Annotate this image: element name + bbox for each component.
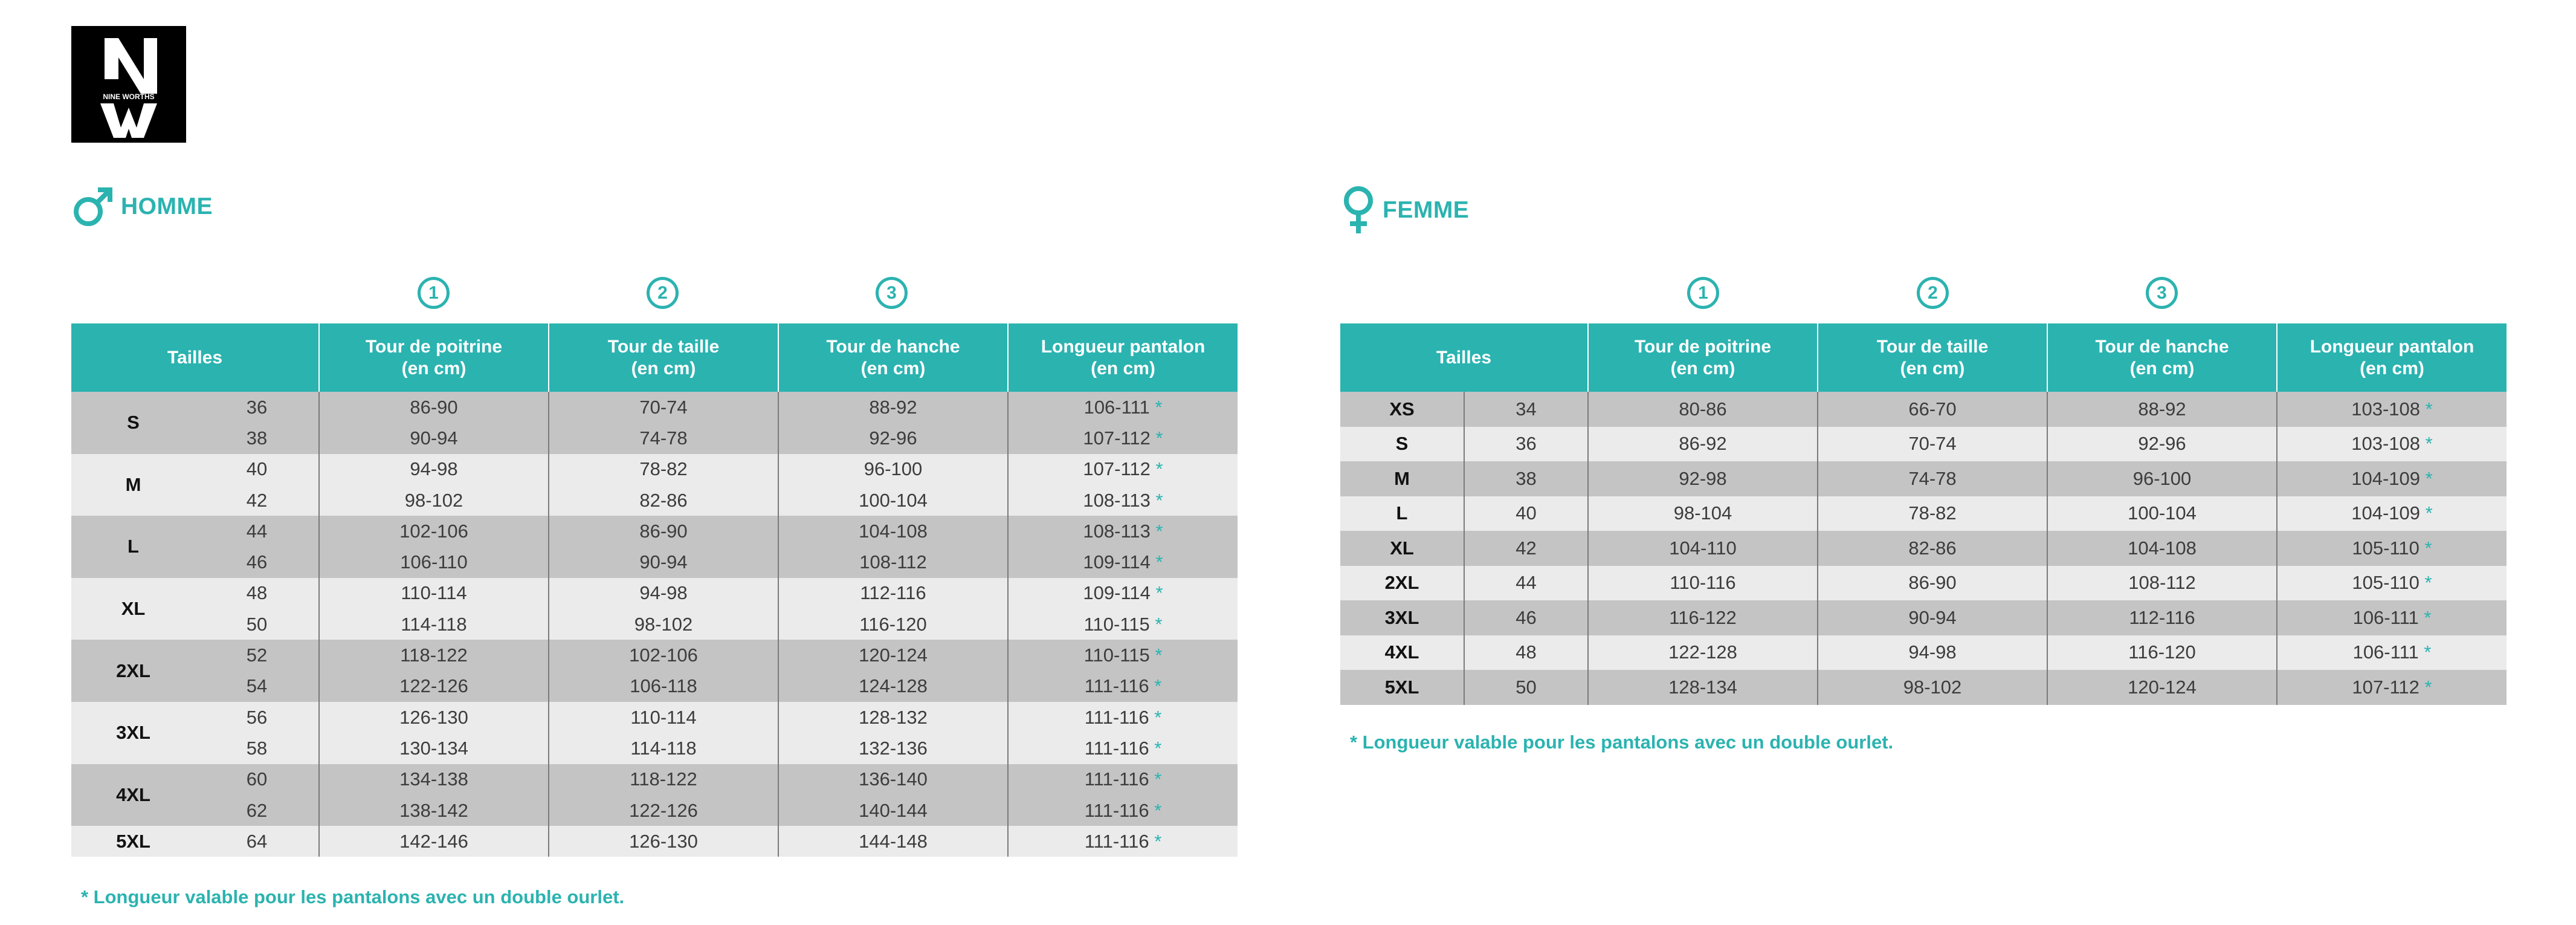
pant-length-cell <box>2277 461 2507 496</box>
pant-length-cell <box>2277 600 2507 635</box>
table-header-row <box>1340 323 2507 392</box>
femme-heading <box>1340 185 1469 236</box>
eu-size-cell: 54 <box>195 671 319 702</box>
eu-size-cell: 36 <box>1464 427 1588 462</box>
eu-size-cell: 46 <box>195 547 319 577</box>
asterisk-mark: * <box>1154 799 1162 821</box>
pant-length-cell <box>2277 635 2507 670</box>
pant-length-value: 107-112 <box>1083 458 1151 480</box>
table-row <box>71 547 1238 577</box>
eu-size-cell: 52 <box>195 640 319 670</box>
pant-length-value: 111-116 <box>1084 737 1149 759</box>
size-label: 4XL <box>71 764 195 826</box>
hip-cell: 104-108 <box>778 516 1008 547</box>
pant-length-cell <box>1008 795 1238 826</box>
column-number-1: 1 <box>418 277 450 309</box>
waist-cell: 110-114 <box>549 702 778 733</box>
asterisk-mark: * <box>1154 737 1162 759</box>
chest-cell: 86-90 <box>319 392 549 423</box>
header-chest: Tour de poitrine (en cm) <box>1588 323 1818 392</box>
pant-length-value: 104-109 <box>2351 467 2421 489</box>
waist-cell: 94-98 <box>1818 635 2047 670</box>
asterisk-mark: * <box>1154 675 1162 697</box>
table-row <box>71 733 1238 764</box>
hip-cell: 120-124 <box>2047 670 2277 705</box>
size-label: 3XL <box>1340 600 1464 635</box>
pant-length-value: 107-112 <box>2352 676 2419 698</box>
nw-logo-icon <box>71 26 186 143</box>
femme-footnote: * Longueur valable pour les pantalons avec un double ourlet. <box>1350 732 1894 753</box>
pant-length-cell <box>1008 826 1238 857</box>
size-label: 5XL <box>71 826 195 857</box>
hip-cell: 120-124 <box>778 640 1008 670</box>
hip-cell: 100-104 <box>2047 496 2277 531</box>
pant-length-value: 108-113 <box>1083 520 1151 542</box>
asterisk-mark: * <box>1155 613 1163 635</box>
table-row <box>1340 461 2507 496</box>
table-row <box>1340 531 2507 566</box>
pant-length-cell <box>1008 454 1238 485</box>
chest-cell: 128-134 <box>1588 670 1818 705</box>
hip-cell: 108-112 <box>2047 566 2277 601</box>
pant-length-value: 104-109 <box>2351 502 2421 524</box>
eu-size-cell: 46 <box>1464 600 1588 635</box>
logo-text: NINE WORTHS <box>103 92 155 101</box>
waist-cell: 98-102 <box>1818 670 2047 705</box>
chest-cell: 106-110 <box>319 547 549 577</box>
pant-length-value: 109-114 <box>1083 582 1151 604</box>
asterisk-mark: * <box>1154 768 1162 790</box>
chest-cell: 118-122 <box>319 640 549 670</box>
table-row <box>71 578 1238 609</box>
asterisk-mark: * <box>1154 706 1162 728</box>
chest-cell: 104-110 <box>1588 531 1818 566</box>
pant-length-cell <box>1008 733 1238 764</box>
waist-cell: 122-126 <box>549 795 778 826</box>
eu-size-cell: 40 <box>195 454 319 485</box>
chest-cell: 114-118 <box>319 609 549 640</box>
waist-cell: 90-94 <box>549 547 778 577</box>
chest-cell: 98-104 <box>1588 496 1818 531</box>
pant-length-value: 105-110 <box>2352 572 2419 594</box>
hip-cell: 144-148 <box>778 826 1008 857</box>
eu-size-cell: 48 <box>195 578 319 609</box>
chest-cell: 122-128 <box>1588 635 1818 670</box>
hip-cell: 96-100 <box>778 454 1008 485</box>
asterisk-mark: * <box>2425 467 2433 489</box>
chest-cell: 94-98 <box>319 454 549 485</box>
chest-cell: 122-126 <box>319 671 549 702</box>
hip-cell: 112-116 <box>2047 600 2277 635</box>
pant-length-cell <box>2277 566 2507 601</box>
chest-cell: 130-134 <box>319 733 549 764</box>
header-hip: Tour de hanche (en cm) <box>2047 323 2277 392</box>
column-number-2: 2 <box>1917 277 1949 309</box>
size-label: L <box>71 516 195 578</box>
waist-cell: 126-130 <box>549 826 778 857</box>
pant-length-cell <box>1008 423 1238 453</box>
brand-logo <box>71 26 186 143</box>
hip-cell: 96-100 <box>2047 461 2277 496</box>
homme-size-table <box>71 323 1238 857</box>
header-chest: Tour de poitrine (en cm) <box>319 323 549 392</box>
size-label: XS <box>1340 392 1464 427</box>
asterisk-mark: * <box>1155 427 1163 449</box>
asterisk-mark: * <box>1155 582 1163 604</box>
eu-size-cell: 44 <box>195 516 319 547</box>
waist-cell: 78-82 <box>1818 496 2047 531</box>
asterisk-mark: * <box>1155 644 1163 666</box>
chest-cell: 138-142 <box>319 795 549 826</box>
pant-length-cell <box>1008 609 1238 640</box>
chest-cell: 102-106 <box>319 516 549 547</box>
pant-length-cell <box>1008 485 1238 516</box>
waist-cell: 106-118 <box>549 671 778 702</box>
pant-length-value: 103-108 <box>2351 398 2421 420</box>
hip-cell: 88-92 <box>778 392 1008 423</box>
pant-length-cell <box>1008 516 1238 547</box>
eu-size-cell: 62 <box>195 795 319 826</box>
header-hip: Tour de hanche (en cm) <box>778 323 1008 392</box>
header-waist: Tour de taille (en cm) <box>549 323 778 392</box>
asterisk-mark: * <box>2424 537 2432 559</box>
waist-cell: 94-98 <box>549 578 778 609</box>
hip-cell: 128-132 <box>778 702 1008 733</box>
size-label: 5XL <box>1340 670 1464 705</box>
pant-length-value: 110-115 <box>1083 644 1150 666</box>
table-row <box>71 609 1238 640</box>
pant-length-cell <box>1008 702 1238 733</box>
waist-cell: 98-102 <box>549 609 778 640</box>
eu-size-cell: 36 <box>195 392 319 423</box>
waist-cell: 86-90 <box>549 516 778 547</box>
waist-cell: 74-78 <box>549 423 778 453</box>
size-label: 2XL <box>71 640 195 702</box>
header-waist: Tour de taille (en cm) <box>1818 323 2047 392</box>
eu-size-cell: 48 <box>1464 635 1588 670</box>
pant-length-value: 105-110 <box>2352 537 2419 559</box>
pant-length-cell <box>2277 670 2507 705</box>
column-number-1: 1 <box>1687 277 1719 309</box>
pant-length-value: 111-116 <box>1084 768 1149 790</box>
chest-cell: 110-116 <box>1588 566 1818 601</box>
homme-footnote: * Longueur valable pour les pantalons avec un double ourlet. <box>81 886 625 907</box>
chest-cell: 142-146 <box>319 826 549 857</box>
table-row <box>71 702 1238 733</box>
pant-length-cell <box>1008 640 1238 670</box>
chest-cell: 86-92 <box>1588 427 1818 462</box>
table-row <box>71 671 1238 702</box>
chest-cell: 92-98 <box>1588 461 1818 496</box>
asterisk-mark: * <box>2425 433 2433 455</box>
table-row <box>71 764 1238 795</box>
table-row <box>71 423 1238 453</box>
hip-cell: 88-92 <box>2047 392 2277 427</box>
table-row <box>71 392 1238 423</box>
table-row <box>1340 392 2507 427</box>
chest-cell: 98-102 <box>319 485 549 516</box>
pant-length-cell <box>1008 764 1238 795</box>
pant-length-cell <box>1008 547 1238 577</box>
asterisk-mark: * <box>1154 830 1162 852</box>
size-label: XL <box>1340 531 1464 566</box>
column-number-3: 3 <box>876 277 908 309</box>
eu-size-cell: 44 <box>1464 566 1588 601</box>
header-sizes: Tailles <box>71 323 319 392</box>
asterisk-mark: * <box>2424 641 2432 663</box>
chest-cell: 116-122 <box>1588 600 1818 635</box>
waist-cell: 90-94 <box>1818 600 2047 635</box>
waist-cell: 66-70 <box>1818 392 2047 427</box>
asterisk-mark: * <box>2424 572 2432 594</box>
table-row <box>1340 670 2507 705</box>
hip-cell: 104-108 <box>2047 531 2277 566</box>
asterisk-mark: * <box>2424 676 2432 698</box>
hip-cell: 92-96 <box>2047 427 2277 462</box>
size-label: L <box>1340 496 1464 531</box>
asterisk-mark: * <box>1155 489 1163 511</box>
pant-length-cell <box>2277 531 2507 566</box>
pant-length-cell <box>1008 578 1238 609</box>
hip-cell: 100-104 <box>778 485 1008 516</box>
size-label: S <box>1340 427 1464 462</box>
waist-cell: 118-122 <box>549 764 778 795</box>
table-row <box>1340 635 2507 670</box>
hip-cell: 108-112 <box>778 547 1008 577</box>
asterisk-mark: * <box>1155 551 1163 573</box>
size-label: M <box>71 454 195 516</box>
header-pant-length: Longueur pantalon (en cm) <box>1008 323 1238 392</box>
waist-cell: 82-86 <box>1818 531 2047 566</box>
table-row <box>71 826 1238 857</box>
asterisk-mark: * <box>2425 398 2433 420</box>
eu-size-cell: 40 <box>1464 496 1588 531</box>
pant-length-value: 110-115 <box>1083 613 1150 635</box>
eu-size-cell: 38 <box>195 423 319 453</box>
hip-cell: 112-116 <box>778 578 1008 609</box>
column-number-2: 2 <box>647 277 679 309</box>
waist-cell: 114-118 <box>549 733 778 764</box>
eu-size-cell: 60 <box>195 764 319 795</box>
hip-cell: 132-136 <box>778 733 1008 764</box>
pant-length-value: 111-116 <box>1084 675 1149 697</box>
waist-cell: 78-82 <box>549 454 778 485</box>
table-row <box>1340 566 2507 601</box>
femme-size-table <box>1340 323 2507 705</box>
pant-length-value: 106-111 <box>2352 641 2419 663</box>
waist-cell: 70-74 <box>1818 427 2047 462</box>
waist-cell: 70-74 <box>549 392 778 423</box>
size-label: M <box>1340 461 1464 496</box>
asterisk-mark: * <box>2425 502 2433 524</box>
pant-length-cell <box>2277 392 2507 427</box>
homme-title: HOMME <box>121 193 213 219</box>
size-label: 2XL <box>1340 566 1464 601</box>
hip-cell: 92-96 <box>778 423 1008 453</box>
table-row <box>1340 427 2507 462</box>
eu-size-cell: 56 <box>195 702 319 733</box>
homme-heading <box>71 185 213 229</box>
size-label: S <box>71 392 195 454</box>
pant-length-value: 108-113 <box>1083 489 1151 511</box>
waist-cell: 82-86 <box>549 485 778 516</box>
table-header-row <box>71 323 1238 392</box>
pant-length-value: 109-114 <box>1083 551 1151 573</box>
pant-length-value: 111-116 <box>1084 830 1149 852</box>
size-label: 3XL <box>71 702 195 764</box>
chest-cell: 110-114 <box>319 578 549 609</box>
hip-cell: 124-128 <box>778 671 1008 702</box>
table-row <box>1340 600 2507 635</box>
eu-size-cell: 64 <box>195 826 319 857</box>
hip-cell: 116-120 <box>2047 635 2277 670</box>
eu-size-cell: 42 <box>195 485 319 516</box>
asterisk-mark: * <box>1155 396 1163 418</box>
column-number-3: 3 <box>2146 277 2178 309</box>
table-row <box>71 454 1238 485</box>
hip-cell: 140-144 <box>778 795 1008 826</box>
eu-size-cell: 34 <box>1464 392 1588 427</box>
chest-cell: 134-138 <box>319 764 549 795</box>
pant-length-value: 106-111 <box>1083 396 1150 418</box>
table-row <box>71 640 1238 670</box>
size-label: 4XL <box>1340 635 1464 670</box>
asterisk-mark: * <box>1155 458 1163 480</box>
table-row <box>1340 496 2507 531</box>
eu-size-cell: 42 <box>1464 531 1588 566</box>
waist-cell: 74-78 <box>1818 461 2047 496</box>
male-symbol-icon <box>71 185 115 229</box>
pant-length-cell <box>2277 496 2507 531</box>
hip-cell: 116-120 <box>778 609 1008 640</box>
header-sizes: Tailles <box>1340 323 1588 392</box>
asterisk-mark: * <box>1155 520 1163 542</box>
female-symbol-icon <box>1340 185 1377 236</box>
header-pant-length: Longueur pantalon (en cm) <box>2277 323 2507 392</box>
pant-length-value: 107-112 <box>1083 427 1151 449</box>
pant-length-value: 111-116 <box>1084 799 1149 821</box>
hip-cell: 136-140 <box>778 764 1008 795</box>
pant-length-cell <box>1008 671 1238 702</box>
table-row <box>71 516 1238 547</box>
eu-size-cell: 50 <box>1464 670 1588 705</box>
table-row <box>71 485 1238 516</box>
chest-cell: 90-94 <box>319 423 549 453</box>
waist-cell: 86-90 <box>1818 566 2047 601</box>
eu-size-cell: 38 <box>1464 461 1588 496</box>
asterisk-mark: * <box>2424 606 2432 628</box>
waist-cell: 102-106 <box>549 640 778 670</box>
table-row <box>71 795 1238 826</box>
chest-cell: 126-130 <box>319 702 549 733</box>
pant-length-value: 111-116 <box>1084 706 1149 728</box>
size-label: XL <box>71 578 195 640</box>
pant-length-value: 103-108 <box>2351 433 2421 455</box>
pant-length-cell <box>1008 392 1238 423</box>
pant-length-cell <box>2277 427 2507 462</box>
chest-cell: 80-86 <box>1588 392 1818 427</box>
eu-size-cell: 50 <box>195 609 319 640</box>
femme-title: FEMME <box>1383 197 1470 223</box>
pant-length-value: 106-111 <box>2352 606 2419 628</box>
eu-size-cell: 58 <box>195 733 319 764</box>
